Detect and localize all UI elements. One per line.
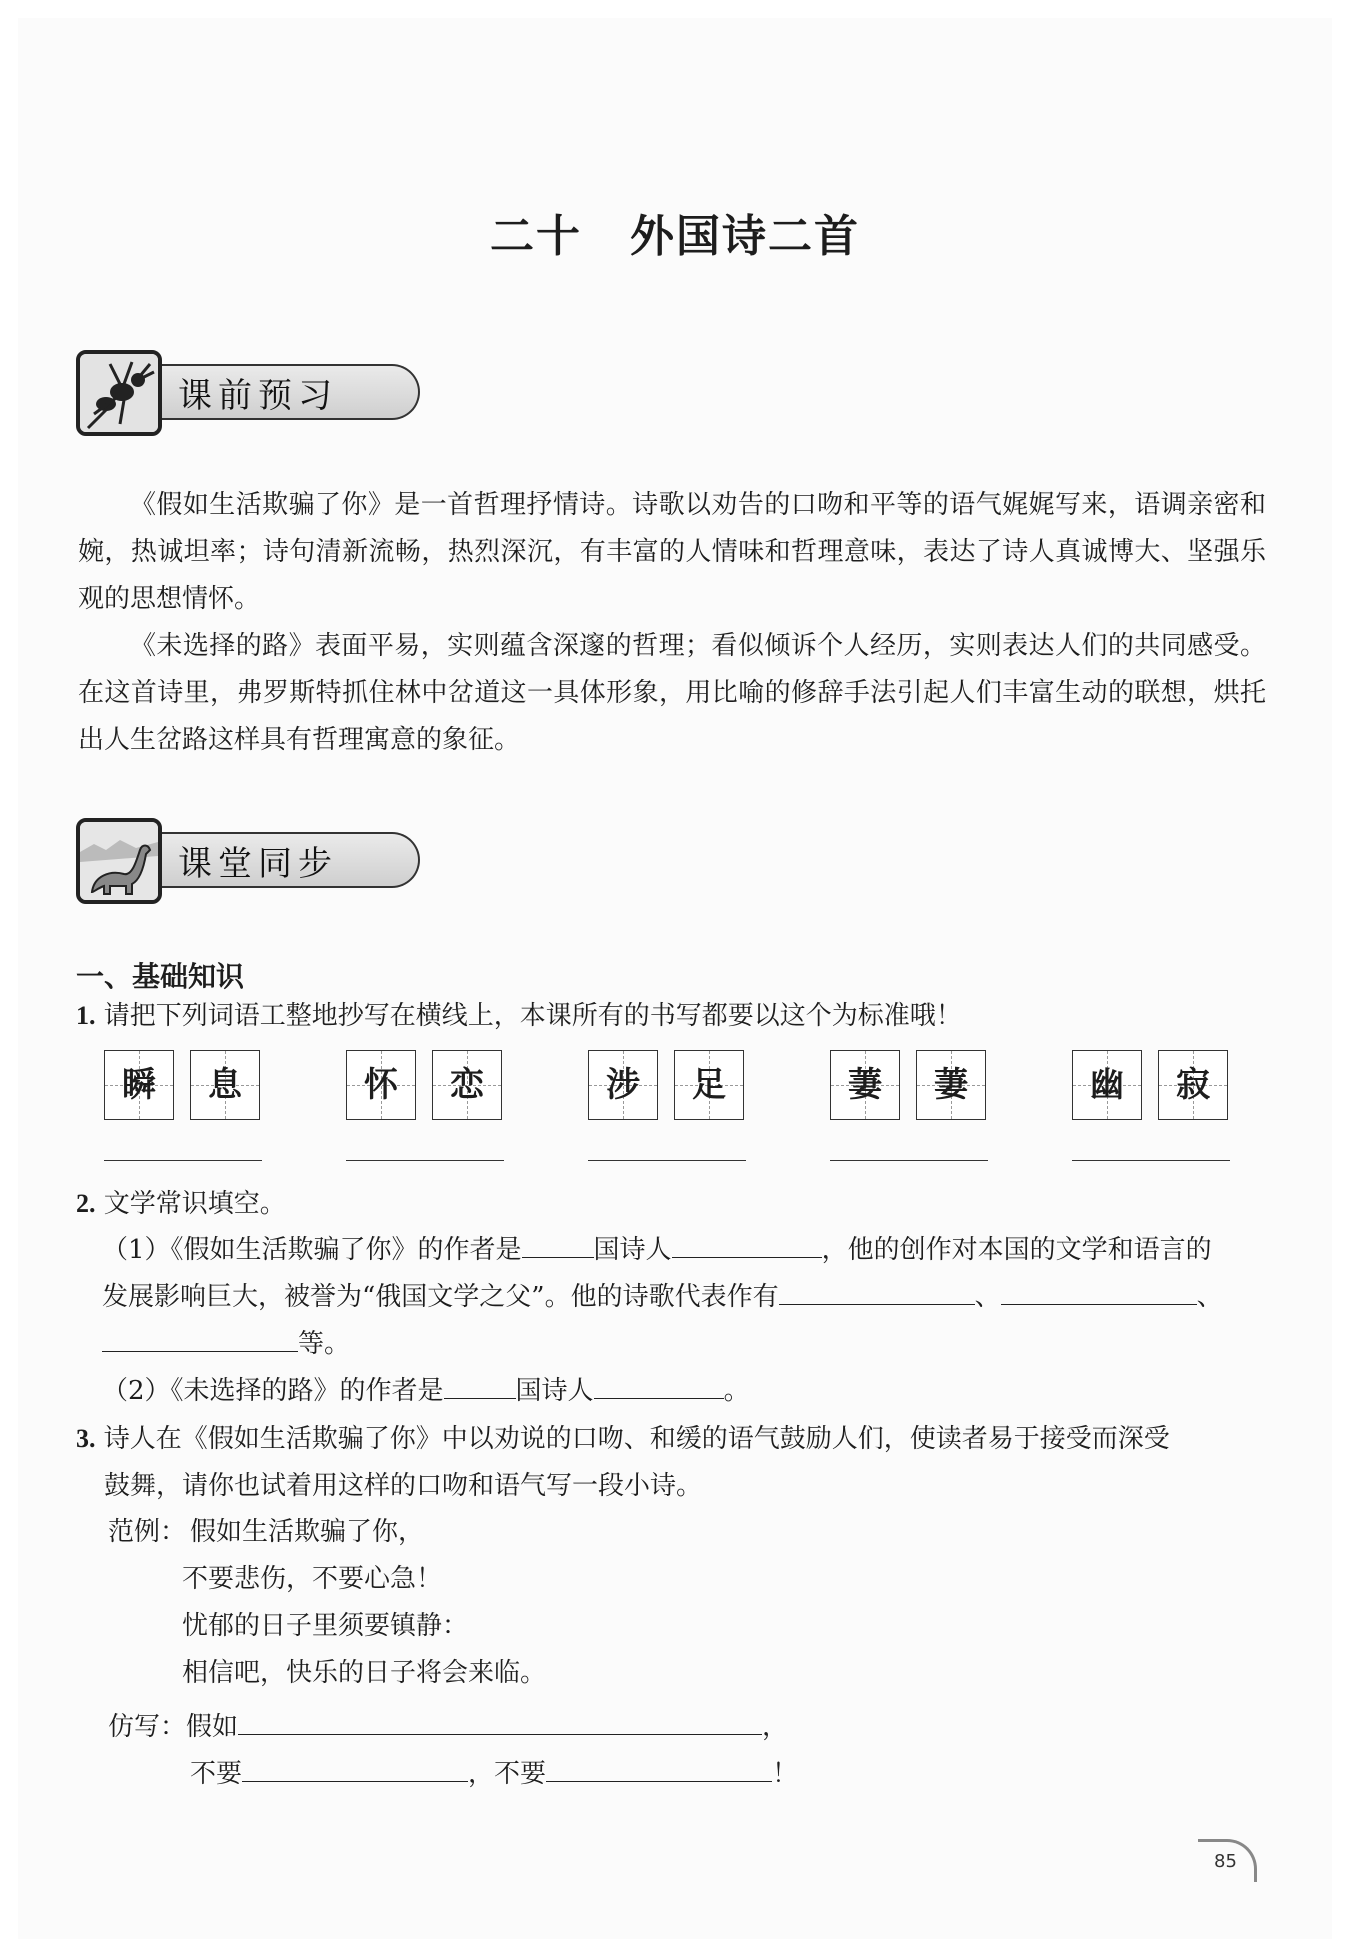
- question-1: [76, 992, 1266, 1040]
- text: ，: [762, 1712, 789, 1742]
- write-line[interactable]: [588, 1160, 746, 1161]
- char-cell: 恋: [432, 1050, 502, 1120]
- question-number: 1.: [76, 1001, 96, 1030]
- example-line: 忧郁的日子里须要镇静：: [182, 1611, 469, 1641]
- char-cell: 瞬: [104, 1050, 174, 1120]
- fill-blank[interactable]: [102, 1321, 298, 1352]
- preview-paragraph-1: 《假如生活欺骗了你》是一首哲理抒情诗。诗歌以劝告的口吻和平等的语气娓娓写来，语调亲密和婉，热诚坦率；诗句清新流畅，热烈深沉，有丰富的人情味和哲理意味，表达了诗人真诚博大、坚强乐观的思想情怀。: [78, 490, 1266, 614]
- title-text: 外国诗二首: [630, 211, 860, 262]
- word-pair: [588, 1050, 748, 1170]
- text: ！: [772, 1759, 799, 1789]
- text: 、: [974, 1282, 1001, 1312]
- example-label: 范例：: [108, 1517, 187, 1547]
- question-2: [76, 1180, 1266, 1228]
- text: （2）《未选择的路》的作者是: [102, 1376, 444, 1406]
- page-number-text: 85: [1214, 1851, 1237, 1872]
- text: 、: [1196, 1282, 1223, 1312]
- question-number: 3.: [76, 1424, 96, 1453]
- section-banner-class: [76, 818, 366, 908]
- question-text: 文学常识填空。: [103, 1189, 286, 1219]
- banner-label: 课前预习: [178, 376, 338, 416]
- word-pair: [1072, 1050, 1232, 1170]
- question-3: [76, 1415, 1266, 1510]
- word-pair: [346, 1050, 506, 1170]
- text: ，不要: [468, 1759, 547, 1789]
- write-line[interactable]: [1072, 1160, 1230, 1161]
- dinosaur-icon: [76, 818, 162, 904]
- question-number: 2.: [76, 1189, 96, 1218]
- page-number: [1190, 1835, 1270, 1879]
- word-pair: [104, 1050, 264, 1170]
- ant-icon: [76, 350, 162, 436]
- write-line[interactable]: [346, 1160, 504, 1161]
- question-2-sub-2: [102, 1368, 1266, 1415]
- imitate-line-1: [108, 1704, 788, 1751]
- fill-blank[interactable]: [672, 1227, 822, 1258]
- write-line[interactable]: [830, 1160, 988, 1161]
- question-text: 请把下列词语工整地抄写在横线上，本课所有的书写都要以这个为标准哦！: [103, 1001, 962, 1031]
- text: （1）《假如生活欺骗了你》的作者是: [102, 1235, 522, 1265]
- word-pair: [830, 1050, 990, 1170]
- example-line: 不要悲伤，不要心急！: [182, 1564, 443, 1594]
- char-cell: 涉: [588, 1050, 658, 1120]
- fill-blank[interactable]: [444, 1368, 516, 1399]
- text: 等。: [298, 1329, 351, 1359]
- imitate-label: 仿写：: [108, 1712, 187, 1742]
- preview-paragraph-2: 《未选择的路》表面平易，实则蕴含深邃的哲理；看似倾诉个人经历，实则表达人们的共同感受。在这首诗里，弗罗斯特抓住林中岔道这一具体形象，用比喻的修辞手法引起人们丰富生动的联想，烘托出人生岔路这样具有哲理寓意的象征。: [78, 631, 1266, 755]
- fill-blank[interactable]: [242, 1751, 468, 1782]
- section-heading-basics: 一、基础知识: [76, 960, 245, 993]
- text: ，他的创作对本国的文学和语言的: [821, 1235, 1212, 1265]
- fill-blank[interactable]: [594, 1368, 724, 1399]
- section-banner-preview: [76, 350, 366, 440]
- fill-blank[interactable]: [546, 1751, 772, 1782]
- text: 不要: [190, 1759, 243, 1789]
- imitate-line-2: [190, 1751, 798, 1798]
- copy-words-grid: [104, 1050, 1254, 1170]
- char-cell: 足: [674, 1050, 744, 1120]
- text: 国诗人: [515, 1376, 594, 1406]
- fill-blank[interactable]: [238, 1704, 762, 1735]
- char-cell: 息: [190, 1050, 260, 1120]
- fill-blank[interactable]: [779, 1274, 975, 1305]
- char-cell: 寂: [1158, 1050, 1228, 1120]
- question-text: 鼓舞，请你也试着用这样的口吻和语气写一段小诗。: [104, 1471, 703, 1501]
- page-title: [0, 200, 1350, 264]
- title-number: 二十: [490, 211, 582, 262]
- text: 假如: [186, 1712, 239, 1742]
- example-line: 相信吧，快乐的日子将会来临。: [182, 1658, 547, 1688]
- question-2-sub-1: [102, 1227, 1266, 1368]
- text: 国诗人: [593, 1235, 672, 1265]
- banner-label: 课堂同步: [178, 844, 338, 884]
- fill-blank[interactable]: [1001, 1274, 1197, 1305]
- char-cell: 萋: [916, 1050, 986, 1120]
- char-cell: 怀: [346, 1050, 416, 1120]
- text: 。: [723, 1376, 750, 1406]
- fill-blank[interactable]: [522, 1227, 594, 1258]
- write-line[interactable]: [104, 1160, 262, 1161]
- text: 发展影响巨大，被誉为“俄国文学之父”。他的诗歌代表作有: [102, 1282, 779, 1312]
- question-text: 诗人在《假如生活欺骗了你》中以劝说的口吻、和缓的语气鼓励人们，使读者易于接受而深受: [103, 1424, 1170, 1454]
- char-cell: 幽: [1072, 1050, 1142, 1120]
- char-cell: 萋: [830, 1050, 900, 1120]
- example-line: 假如生活欺骗了你，: [190, 1517, 425, 1547]
